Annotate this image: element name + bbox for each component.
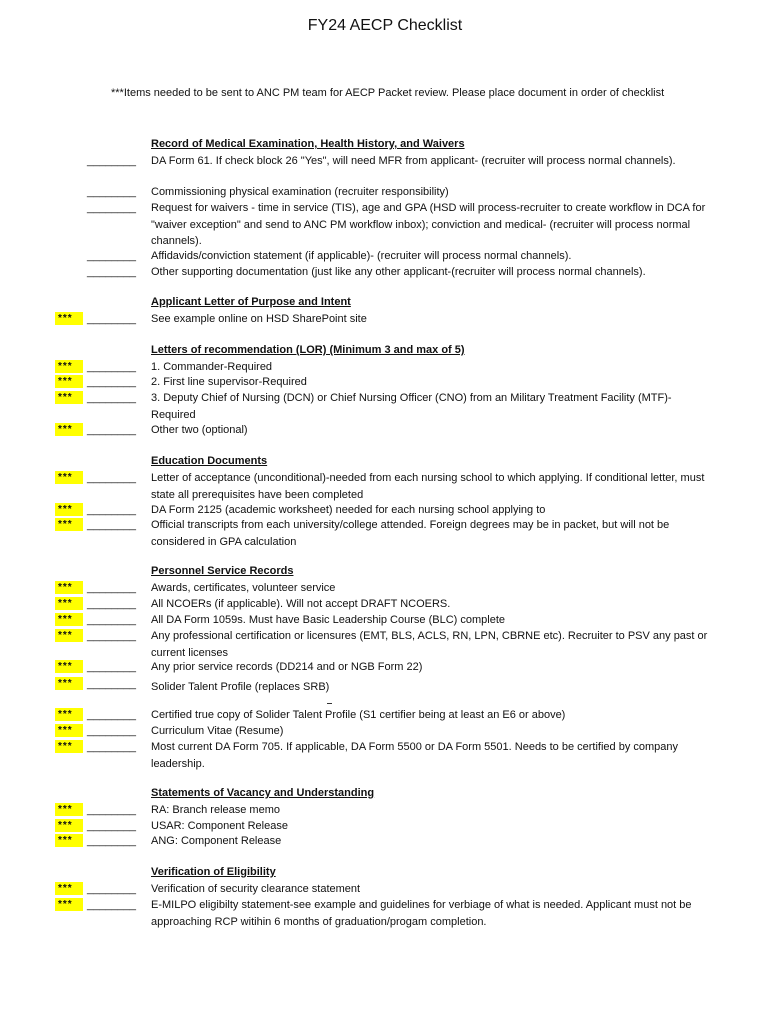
required-marker: *** (55, 471, 83, 484)
check-blank[interactable]: ________ (87, 376, 136, 388)
check-blank[interactable]: ________ (87, 313, 136, 325)
required-marker: *** (55, 613, 83, 626)
required-marker: *** (55, 581, 83, 594)
item-text: Other supporting documentation (just like any other applicant-(recruiter will process normal channels). (151, 266, 646, 278)
item-text: RA: Branch release memo (151, 804, 280, 816)
required-marker: *** (55, 360, 83, 373)
item-text: 1. Commander-Required (151, 361, 273, 373)
required-marker: *** (55, 312, 83, 325)
required-marker: *** (55, 518, 83, 531)
item-text: USAR: Component Release (151, 820, 288, 832)
section-heading-education: Education Documents (151, 455, 268, 467)
stray-mark (327, 703, 332, 704)
section-heading-lor: Letters of recommendation (LOR) (Minimum 3 and max of 5) (151, 344, 465, 356)
item-text: See example online on HSD SharePoint site (151, 313, 367, 325)
item-text: 2. First line supervisor-Required (151, 376, 307, 388)
check-blank[interactable]: ________ (87, 519, 136, 531)
item-text: All NCOERs (if applicable). Will not accept DRAFT NCOERS. (151, 598, 451, 610)
required-marker: *** (55, 660, 83, 673)
required-marker: *** (55, 375, 83, 388)
required-marker: *** (55, 740, 83, 753)
item-text: Verification of security clearance statement (151, 883, 361, 895)
check-blank[interactable]: ________ (87, 250, 136, 262)
check-blank[interactable]: ________ (87, 598, 136, 610)
page-title: FY24 AECP Checklist (307, 17, 463, 34)
check-blank[interactable]: ________ (87, 725, 136, 737)
check-blank[interactable]: ________ (87, 424, 136, 436)
item-text: ANG: Component Release (151, 835, 282, 847)
section-heading-eligibility: Verification of Eligibility (151, 866, 276, 878)
required-marker: *** (55, 898, 83, 911)
required-marker: *** (55, 503, 83, 516)
check-blank[interactable]: ________ (87, 582, 136, 594)
check-blank[interactable]: ________ (87, 202, 136, 214)
check-blank[interactable]: ________ (87, 804, 136, 816)
intro-note: ***Items needed to be sent to ANC PM team for AECP Packet review. Please place document in order of checklist (111, 87, 665, 99)
item-text: Official transcripts from each university/college attended. Foreign degrees may be in packet, but will not be considered in GPA calculation (151, 519, 670, 548)
item-text: Request for waivers - time in service (TIS), age and GPA (HSD will process-recruiter to create workflow in DCA for "waiver exception" and send to ANC PM workflow inbox); conviction and medical- (recruiter will process normal channels). (151, 202, 706, 247)
check-blank[interactable]: ________ (87, 504, 136, 516)
item-text: All DA Form 1059s. Must have Basic Leadership Course (BLC) complete (151, 614, 505, 626)
item-text: Letter of acceptance (unconditional)-needed from each nursing school to which applying. If conditional letter, must state all prerequisites have been completed (151, 472, 705, 501)
check-blank[interactable]: ________ (87, 361, 136, 373)
required-marker: *** (55, 882, 83, 895)
item-text: Commissioning physical examination (recruiter responsibility) (151, 186, 449, 198)
section-heading-medical: Record of Medical Examination, Health History, and Waivers (151, 138, 465, 150)
item-text: Any prior service records (DD214 and or NGB Form 22) (151, 661, 423, 673)
check-blank[interactable]: ________ (87, 883, 136, 895)
required-marker: *** (55, 423, 83, 436)
required-marker: *** (55, 677, 83, 690)
item-text: Other two (optional) (151, 424, 248, 436)
item-text: E-MILPO eligibilty statement-see example and guidelines for verbiage of what is needed. Applicant must not be approaching RCP witihin 6 months of graduation/progam completion. (151, 899, 692, 928)
required-marker: *** (55, 391, 83, 404)
check-blank[interactable]: ________ (87, 392, 136, 404)
item-text: DA Form 61. If check block 26 "Yes", will need MFR from applicant- (recruiter will process normal channels). (151, 155, 676, 167)
item-text: 3. Deputy Chief of Nursing (DCN) or Chief Nursing Officer (CNO) from an Military Treatment Facility (MTF)-Required (151, 392, 672, 421)
required-marker: *** (55, 834, 83, 847)
section-heading-vacancy: Statements of Vacancy and Understanding (151, 787, 375, 799)
check-blank[interactable]: ________ (87, 741, 136, 753)
required-marker: *** (55, 629, 83, 642)
required-marker: *** (55, 724, 83, 737)
item-text: DA Form 2125 (academic worksheet) needed for each nursing school applying to (151, 504, 546, 516)
check-blank[interactable]: ________ (87, 678, 136, 690)
item-text: Any professional certification or licensures (EMT, BLS, ACLS, RN, LPN, CBRNE etc). Recruiter to PSV any past or current licenses (151, 630, 708, 659)
check-blank[interactable]: ________ (87, 820, 136, 832)
item-text: Certified true copy of Solider Talent Profile (S1 certifier being at least an E6 or above) (151, 709, 566, 721)
item-text: Curriculum Vitae (Resume) (151, 725, 284, 737)
required-marker: *** (55, 803, 83, 816)
item-text: Solider Talent Profile (replaces SRB) (151, 681, 330, 693)
check-blank[interactable]: ________ (87, 266, 136, 278)
check-blank[interactable]: ________ (87, 709, 136, 721)
check-blank[interactable]: ________ (87, 614, 136, 626)
required-marker: *** (55, 819, 83, 832)
item-text: Affidavids/conviction statement (if applicable)- (recruiter will process normal channels). (151, 250, 572, 262)
check-blank[interactable]: ________ (87, 630, 136, 642)
check-blank[interactable]: ________ (87, 472, 136, 484)
required-marker: *** (55, 708, 83, 721)
item-text: Most current DA Form 705. If applicable, DA Form 5500 or DA Form 5501. Needs to be certified by company leadership. (151, 741, 679, 770)
required-marker: *** (55, 597, 83, 610)
check-blank[interactable]: ________ (87, 661, 136, 673)
section-heading-letter-of-purpose: Applicant Letter of Purpose and Intent (151, 296, 351, 308)
check-blank[interactable]: ________ (87, 835, 136, 847)
check-blank[interactable]: ________ (87, 155, 136, 167)
item-text: Awards, certificates, volunteer service (151, 582, 336, 594)
check-blank[interactable]: ________ (87, 186, 136, 198)
check-blank[interactable]: ________ (87, 899, 136, 911)
section-heading-personnel-records: Personnel Service Records (151, 565, 294, 577)
